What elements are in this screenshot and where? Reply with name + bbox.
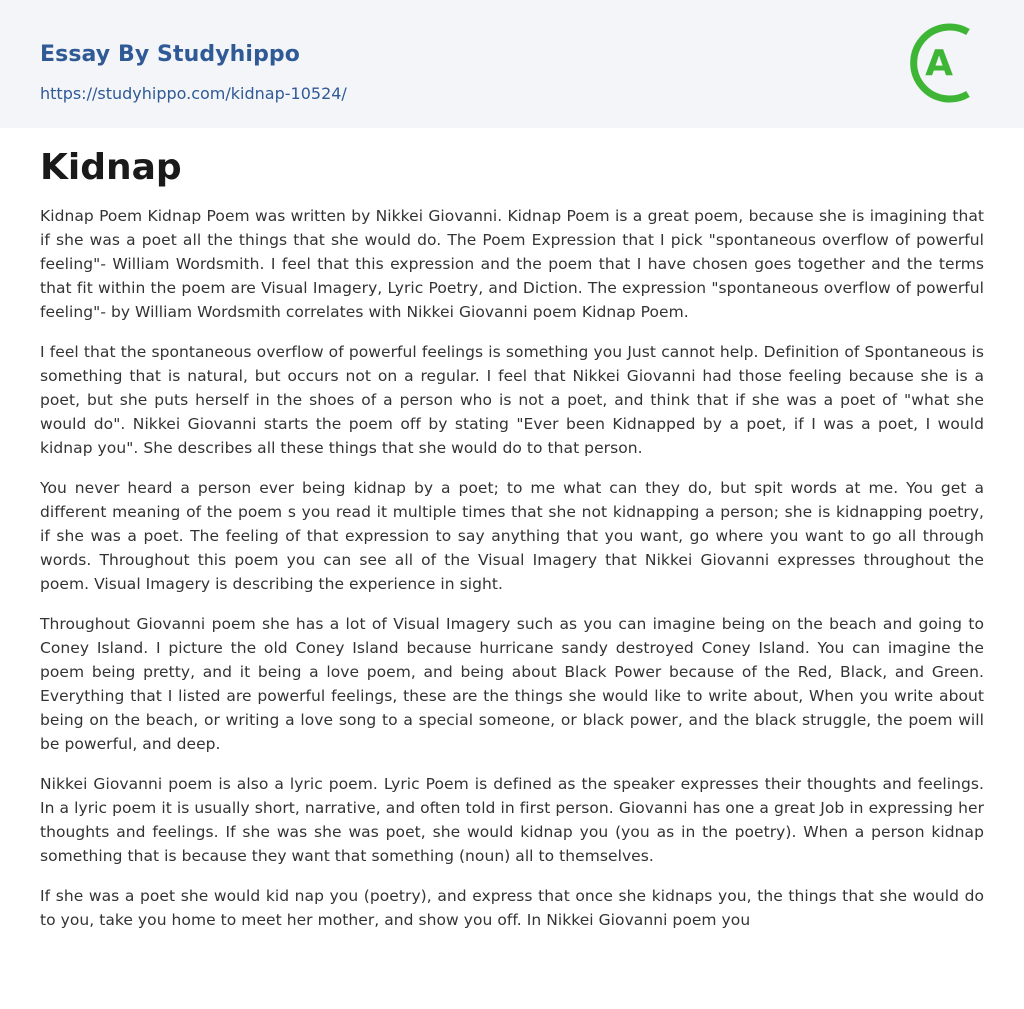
source-url-link[interactable]: https://studyhippo.com/kidnap-10524/ [40, 84, 347, 103]
paragraph-4: Throughout Giovanni poem she has a lot of Visual Imagery such as you can imagine being on the beach and going to Coney Island. I picture the old Coney Island because hurricane sandy destroyed Coney Island. You can imagine the poem being pretty, and it being a love poem, and being about Black Power because of the Red, Black, and Green. Everything that I listed are powerful feelings, these are the things she would like to write about, When you write about being on the beach, or writing a love song to a special someone, or black power, and the black struggle, the poem will be powerful, and deep. [40, 615, 984, 753]
paragraph-2: I feel that the spontaneous overflow of powerful feelings is something you Just cannot help. Definition of Spontaneous is something that is natural, but occurs not on a regular. I feel that Nikkei Giovanni had those feeling because she is a poet, but she puts herself in the shoes of a person who is not a poet, and think that if she was a poet of "what she would do". Nikkei Giovanni starts the poem off by stating "Ever been Kidnapped by a poet, if I was a poet, I would kidnap you". She describes all these things that she would do to that person. [40, 343, 984, 457]
site-header [0, 0, 1024, 128]
logo-letter: A [925, 43, 953, 84]
paragraph-6: If she was a poet she would kid nap you (poetry), and express that once she kidnaps you, the things that she would do to you, take you home to meet her mother, and show you off. In Nikkei Giovanni poem you [40, 887, 984, 929]
page-title: Kidnap [40, 147, 182, 188]
paragraph-3: You never heard a person ever being kidnap by a poet; to me what can they do, but spit words at me. You get a different meaning of the poem s you read it multiple times that she not kidnapping a person; she is kidnapping poetry, if she was a poet. The feeling of that expression to say anything that you want, go where you want to go all through words. Throughout this poem you can see all of the Visual Imagery that Nikkei Giovanni expresses throughout the poem. Visual Imagery is describing the experience in sight. [40, 479, 984, 593]
logo-a-ring-icon[interactable] [906, 18, 988, 108]
paragraph-5: Nikkei Giovanni poem is also a lyric poem. Lyric Poem is defined as the speaker expresses their thoughts and feelings. In a lyric poem it is usually short, narrative, and often told in first person. Giovanni has one a great Job in expressing her thoughts and feelings. If she was she was poet, she would kidnap you (you as in the poetry). When a person kidnap something that is because they want that something (noun) all to themselves. [40, 775, 984, 865]
paragraph-1: Kidnap Poem Kidnap Poem was written by Nikkei Giovanni. Kidnap Poem is a great poem, because she is imagining that if she was a poet all the things that she would do. The Poem Expression that I pick "spontaneous overflow of powerful feeling"- William Wordsmith. I feel that this expression and the poem that I have chosen goes together and the terms that fit within the poem are Visual Imagery, Lyric Poetry, and Diction. The expression "spontaneous overflow of powerful feeling"- by William Wordsmith correlates with Nikkei Giovanni poem Kidnap Poem. [40, 207, 984, 321]
article [0, 146, 1024, 932]
site-brand[interactable]: Essay By Studyhippo [40, 42, 300, 67]
